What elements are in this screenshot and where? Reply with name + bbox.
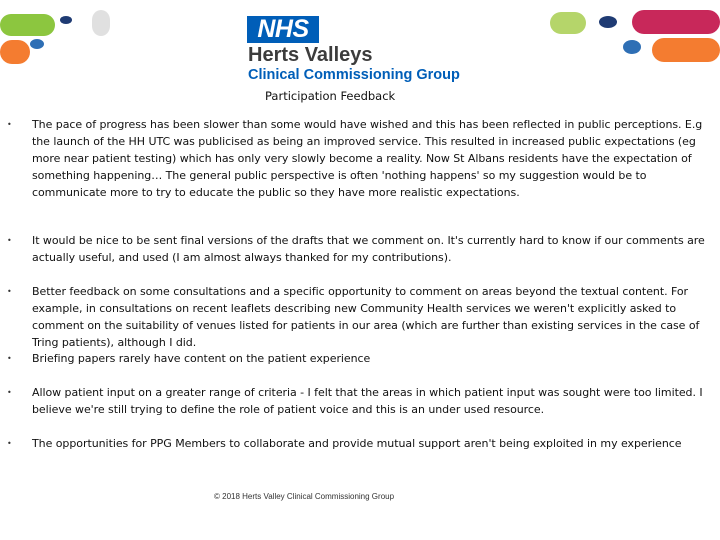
bullet-icon: • <box>7 120 12 129</box>
decorative-lightblue-dot <box>30 39 44 49</box>
feedback-text: The pace of progress has been slower than some would have wished and this has been reflected in public perceptions. E.g the launch of the HH UTC was publicised as being an improved service. This resulted in increased public expectations (eg more near patient testing) which has only very slowly become a reality. Now St Albans residents have the expectation of something happening… The general public perspective is often 'nothing happens' so my suggestion would be to communicate more to try to educate the public so they have more realistic expectations. <box>32 118 703 199</box>
decorative-magenta-pill <box>632 10 720 34</box>
bullet-icon: • <box>7 354 12 363</box>
decorative-grey-tab <box>92 10 110 36</box>
feedback-text: Allow patient input on a greater range of criteria - I felt that the areas in which patient input was sought were too limited. I believe we're still trying to define the role of patient voice and this is an under used resource. <box>32 386 703 416</box>
decorative-lightgreen-pill <box>550 12 586 34</box>
nhs-badge: NHS <box>247 16 319 43</box>
bullet-icon: • <box>7 236 12 245</box>
nhs-logo <box>247 15 460 86</box>
page-title: Participation Feedback <box>265 89 396 103</box>
decorative-green-pill <box>0 14 55 36</box>
decorative-navy-dot <box>599 16 617 28</box>
decorative-blue-dot <box>60 16 72 24</box>
feedback-text: The opportunities for PPG Members to collaborate and provide mutual support aren't being exploited in my experience <box>32 437 682 450</box>
decorative-orange-pill <box>0 40 30 64</box>
organisation-subtitle: Clinical Commissioning Group <box>248 67 460 83</box>
feedback-text: Briefing papers rarely have content on the patient experience <box>32 352 371 365</box>
feedback-text: It would be nice to be sent final versions of the drafts that we comment on. It's currently hard to know if our comments are actually useful, and used (I am almost always thanked for my contributions). <box>32 234 705 264</box>
copyright-footer: © 2018 Herts Valley Clinical Commissioning Group <box>214 492 395 501</box>
decorative-shapes-right <box>540 0 720 80</box>
bullet-icon: • <box>7 388 12 397</box>
decorative-orange-pill <box>652 38 720 62</box>
feedback-text: Better feedback on some consultations and a specific opportunity to comment on areas beyond the textual content. For example, in consultations on recent leaflets describing new Community Health services we weren't explicitly asked to comment on the suitability of venues listed for patients in our area (which are further than existing services in the case of Tring patients), although I did. <box>32 285 700 349</box>
decorative-blue-dot <box>623 40 641 54</box>
bullet-icon: • <box>7 439 12 448</box>
decorative-shapes-left <box>0 0 110 80</box>
organisation-name: Herts Valleys <box>248 44 373 66</box>
bullet-icon: • <box>7 287 12 296</box>
